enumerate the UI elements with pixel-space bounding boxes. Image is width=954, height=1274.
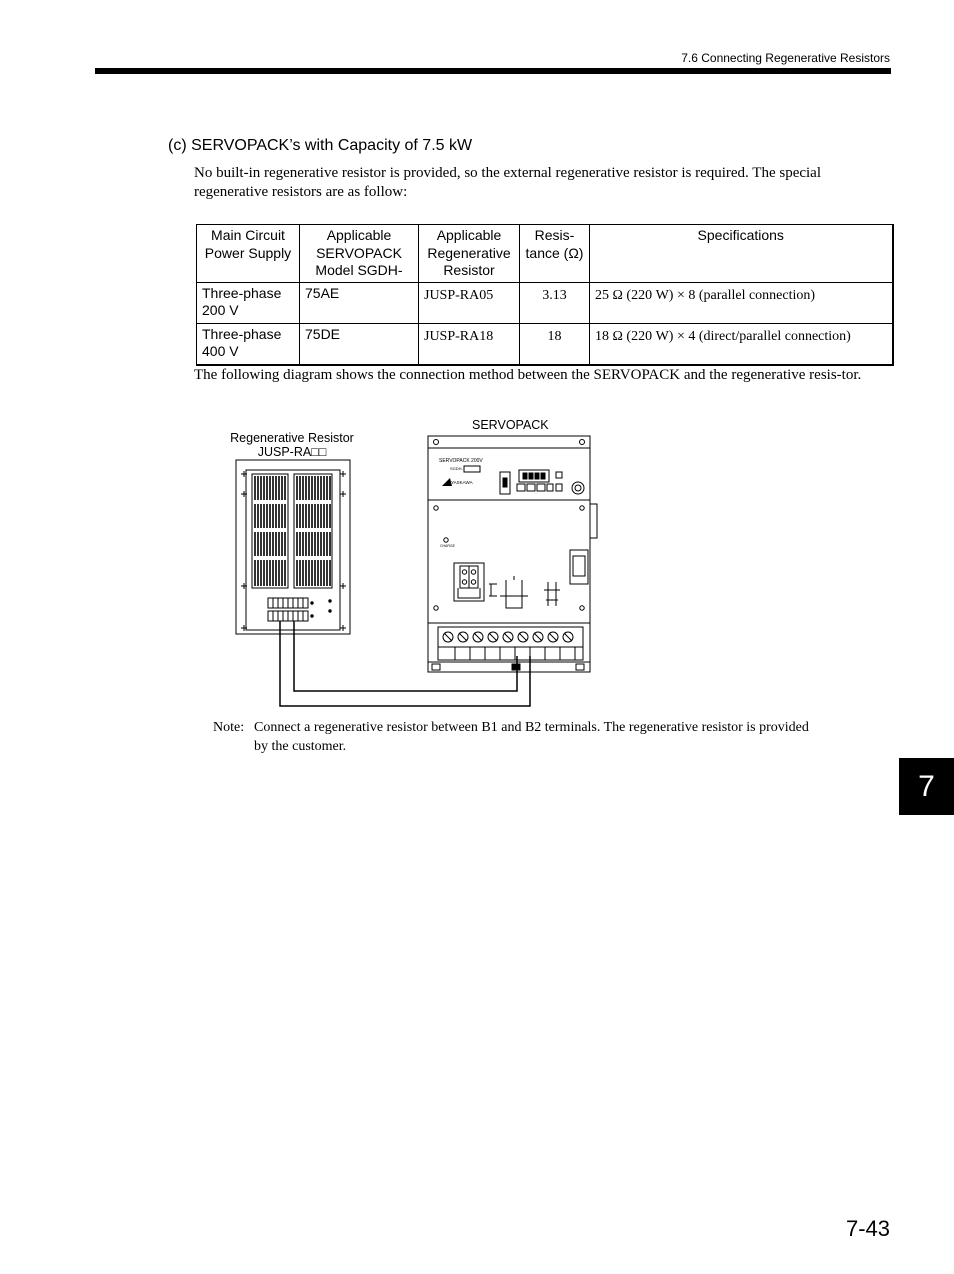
- cell-model: 75AE: [300, 282, 419, 323]
- page-number: 7-43: [845, 1216, 890, 1241]
- resistor-label-model: JUSP-RA□□: [257, 445, 327, 459]
- cell-power-supply: Three-phase 400 V: [197, 323, 300, 365]
- panel-charge-text: CHARGE: [440, 544, 455, 548]
- header-power-supply: Main Circuit Power Supply: [197, 225, 300, 283]
- header-servopack-model: Applicable SERVOPACK Model SGDH-: [300, 225, 419, 283]
- cell-resistor: JUSP-RA18: [419, 323, 520, 365]
- cell-specifications: 25 Ω (220 W) × 8 (parallel connection): [590, 282, 893, 323]
- cell-resistance: 3.13: [520, 282, 590, 323]
- panel-model-text: SERVOPACK 200V: [439, 458, 483, 464]
- note-text: Connect a regenerative resistor between B1 and B2 terminals. The regenerative resistor is provided by the customer.: [254, 720, 809, 754]
- note-label: Note:: [213, 720, 245, 735]
- chapter-tab: 7: [899, 758, 954, 815]
- header-regenerative-resistor: Applicable Regenerative Resistor: [419, 225, 520, 283]
- servopack-label: SERVOPACK: [472, 418, 549, 432]
- header-specifications: Specifications: [590, 225, 893, 283]
- cell-specifications: 18 Ω (220 W) × 4 (direct/parallel connection): [590, 323, 893, 365]
- wire-b1: [294, 621, 517, 691]
- header-resistance: Resis-tance (Ω): [520, 225, 590, 283]
- running-header: 7.6 Connecting Regenerative Resistors: [681, 51, 890, 65]
- panel-brand-text: YASKAWA: [451, 480, 473, 485]
- diagram-paragraph: The following diagram shows the connection method between the SERVOPACK and the regenerative resis-tor.: [194, 367, 862, 383]
- cell-resistance: 18: [520, 323, 590, 365]
- regenerative-resistor-unit: [236, 460, 350, 634]
- cell-resistor: JUSP-RA05: [419, 282, 520, 323]
- servopack-unit: [428, 436, 597, 672]
- panel-sgdh-text: SGDH-: [450, 466, 463, 471]
- cell-model: 75DE: [300, 323, 419, 365]
- intro-paragraph: No built-in regenerative resistor is provided, so the external regenerative resistor is required. The special regenerative resistors are as follow:: [194, 165, 822, 200]
- resistor-label-title: Regenerative Resistor: [230, 431, 354, 445]
- section-heading: (c) SERVOPACK’s with Capacity of 7.5 kW: [168, 137, 473, 154]
- cell-power-supply: Three-phase 200 V: [197, 282, 300, 323]
